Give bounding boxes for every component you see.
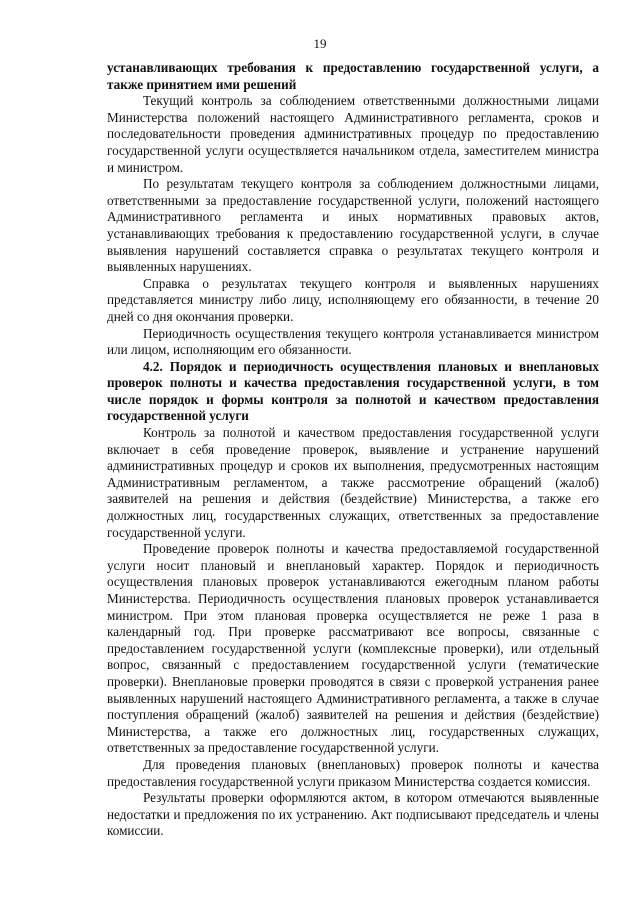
- paragraph-report-submission: Справка о результатах текущего контроля и выявленных нарушениях представляется министру либо лицу, исполняющему его обязанности, в течение 20 дней со дня окончания проверки.: [107, 275, 599, 324]
- document-body: [107, 60, 599, 840]
- page-number: 19: [313, 36, 327, 51]
- paragraph-quality-control: Контроль за полнотой и качеством предоставления государственной услуги включает в себя проведение проверок, выявление и устранение нарушений административных процедур и сроков их выполнения, предусмотренных настоящим Административным регламентом, а также рассмотрение обращений (жалоб) заявителей на решения и действия (бездействие) Министерства, а также его должностных лиц, государственных служащих, ответственных за предоставление государственной услуги.: [107, 425, 599, 540]
- paragraph-inspection-results: Результаты проверки оформляются актом, в котором отмечаются выявленные недостатки и предложения по их устранению. Акт подписывают председатель и члены комиссии.: [107, 790, 599, 839]
- paragraph-control-results: По результатам текущего контроля за соблюдением должностными лицами, ответственными за предоставление государственной услуги, положений настоящего Административного регламента и иных нормативных правовых актов, устанавливающих требования к предоставлению государственной услуги, в случае выявления нарушений составляется справка о результатах текущего контроля и выявленных нарушениях.: [107, 176, 599, 275]
- paragraph-control-frequency: Периодичность осуществления текущего контроля устанавливается министром или лицом, исполняющим его обязанности.: [107, 325, 599, 358]
- section-heading-continuation: устанавливающих требования к предоставлению государственной услуги, а также принятием ими решений: [107, 60, 599, 92]
- paragraph-current-control: Текущий контроль за соблюдением ответственными должностными лицами Министерства положений настоящего Административного регламента, сроков и последовательности проведения административных процедур по предоставлению государственной услуги осуществляется начальником отдела, заместителем министра и министром.: [107, 93, 599, 175]
- section-heading-4-2: 4.2. Порядок и периодичность осуществления плановых и внеплановых проверок полноты и качества предоставления государственной услуги, в том числе порядок и формы контроля за полнотой и качеством предоставления государственной услуги: [107, 358, 599, 424]
- paragraph-inspections: Проведение проверок полноты и качества предоставляемой государственной услуги носит плановый и внеплановый характер. Порядок и периодичность осуществления плановых проверок устанавливаются ежегодным планом работы Министерства. Периодичность осуществления плановых проверок устанавливается министром. При этом плановая проверка осуществляется не реже 1 раза в календарный год. При проверке рассматривают все вопросы, связанные с предоставлением государственной услуги (комплексные проверки), или отдельный вопрос, связанный с предоставлением государственной услуги (тематические проверки). Внеплановые проверки проводятся в связи с проверкой устранения ранее выявленных нарушений настоящего Административного регламента, а также в случае поступления обращений (жалоб) заявителей на решения и действия (бездействие) Министерства, а также его должностных лиц, государственных служащих, ответственных за предоставление государственной услуги.: [107, 541, 599, 756]
- paragraph-commission: Для проведения плановых (внеплановых) проверок полноты и качества предоставления государственной услуги приказом Министерства создается комиссия.: [107, 756, 599, 789]
